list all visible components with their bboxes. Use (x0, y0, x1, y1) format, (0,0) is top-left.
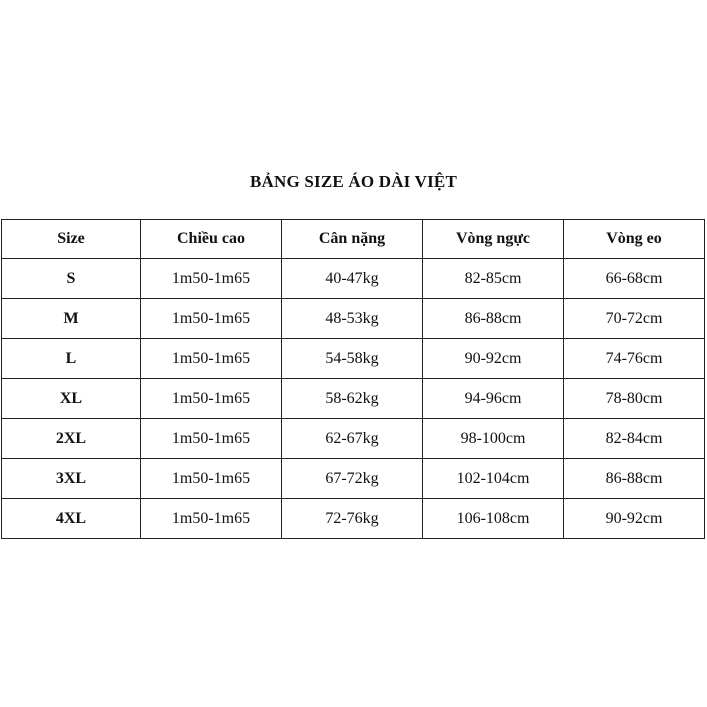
page-title: BẢNG SIZE ÁO DÀI VIỆT (250, 172, 457, 191)
weight-cell: 58-62kg (282, 379, 423, 419)
table-row (2, 419, 705, 459)
table-row (2, 339, 705, 379)
table-header-row (2, 220, 705, 259)
bust-cell: 94-96cm (423, 379, 564, 419)
table-row (2, 499, 705, 539)
header-size: Size (2, 220, 141, 259)
bust-cell: 102-104cm (423, 459, 564, 499)
header-weight: Cân nặng (282, 220, 423, 259)
header-bust: Vòng ngực (423, 220, 564, 259)
size-chart-table (1, 219, 705, 539)
height-cell: 1m50-1m65 (141, 499, 282, 539)
size-cell: 2XL (2, 419, 141, 459)
size-cell: L (2, 339, 141, 379)
size-cell: M (2, 299, 141, 339)
waist-cell: 70-72cm (564, 299, 705, 339)
header-waist: Vòng eo (564, 220, 705, 259)
weight-cell: 62-67kg (282, 419, 423, 459)
table-row (2, 299, 705, 339)
waist-cell: 78-80cm (564, 379, 705, 419)
table-row (2, 259, 705, 299)
size-cell: 3XL (2, 459, 141, 499)
waist-cell: 90-92cm (564, 499, 705, 539)
header-height: Chiều cao (141, 220, 282, 259)
waist-cell: 66-68cm (564, 259, 705, 299)
height-cell: 1m50-1m65 (141, 419, 282, 459)
weight-cell: 54-58kg (282, 339, 423, 379)
table-row (2, 379, 705, 419)
height-cell: 1m50-1m65 (141, 259, 282, 299)
weight-cell: 72-76kg (282, 499, 423, 539)
weight-cell: 40-47kg (282, 259, 423, 299)
height-cell: 1m50-1m65 (141, 339, 282, 379)
size-cell: 4XL (2, 499, 141, 539)
height-cell: 1m50-1m65 (141, 379, 282, 419)
bust-cell: 82-85cm (423, 259, 564, 299)
weight-cell: 48-53kg (282, 299, 423, 339)
bust-cell: 90-92cm (423, 339, 564, 379)
waist-cell: 74-76cm (564, 339, 705, 379)
bust-cell: 86-88cm (423, 299, 564, 339)
waist-cell: 82-84cm (564, 419, 705, 459)
height-cell: 1m50-1m65 (141, 459, 282, 499)
waist-cell: 86-88cm (564, 459, 705, 499)
size-cell: S (2, 259, 141, 299)
weight-cell: 67-72kg (282, 459, 423, 499)
height-cell: 1m50-1m65 (141, 299, 282, 339)
table-row (2, 459, 705, 499)
bust-cell: 106-108cm (423, 499, 564, 539)
bust-cell: 98-100cm (423, 419, 564, 459)
size-cell: XL (2, 379, 141, 419)
